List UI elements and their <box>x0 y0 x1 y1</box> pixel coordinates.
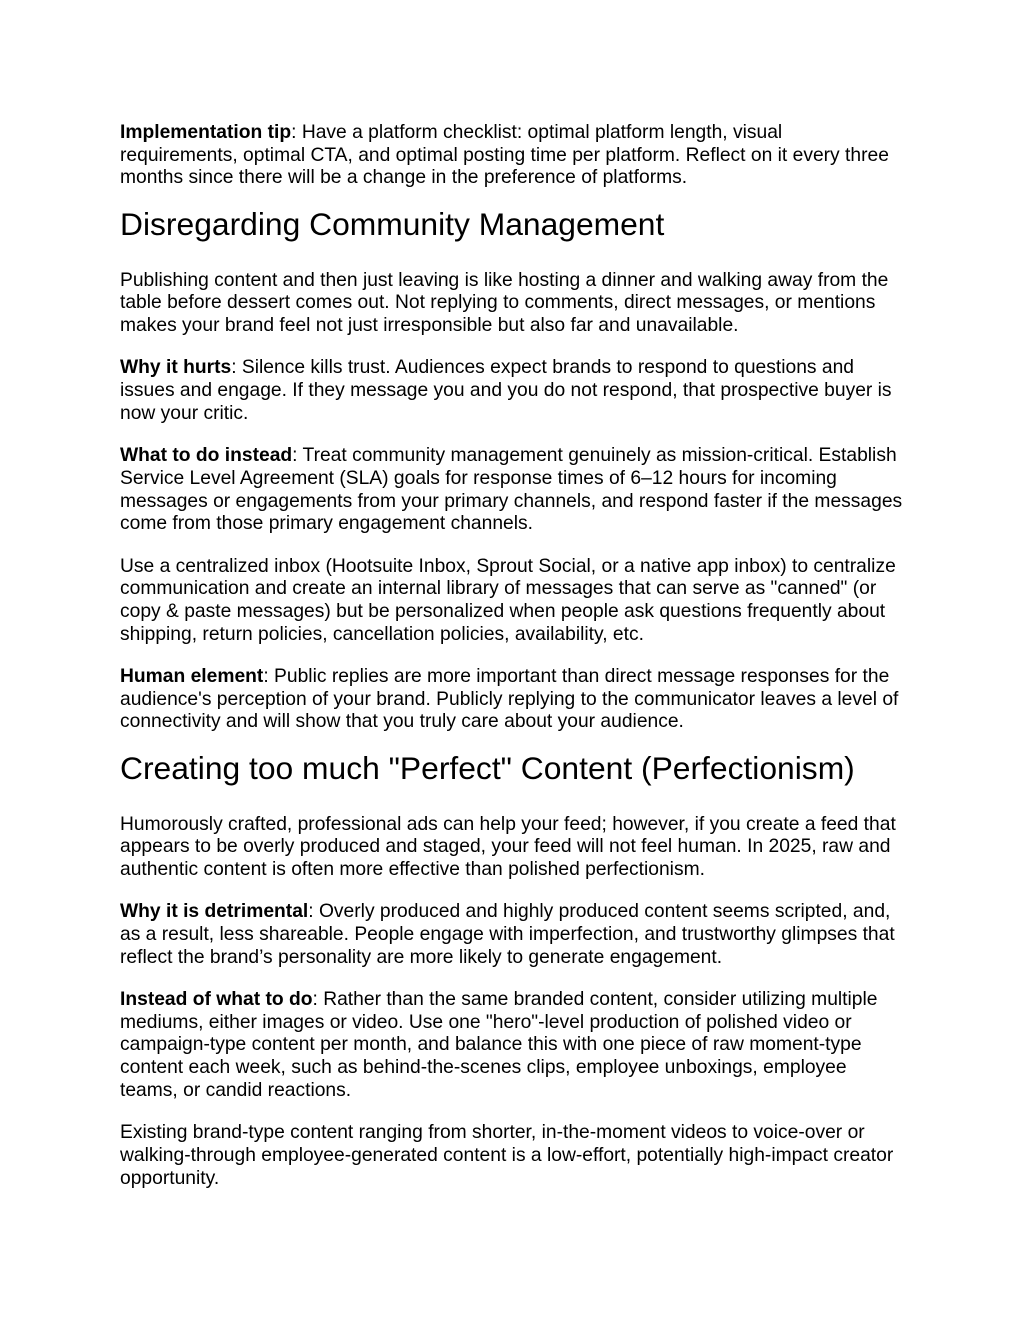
paragraph <box>120 357 905 425</box>
paragraph <box>120 556 905 647</box>
paragraph <box>120 445 905 536</box>
document-content <box>120 122 905 1190</box>
text-run: Use a centralized inbox (Hootsuite Inbox, Sprout Social, or a native app inbox) to centralize communication and create an internal library of messages that can serve as "canned" (or copy & paste messages) but be personalized when people ask questions frequently about shipping, return policies, cancellation policies, availability, etc. <box>120 555 896 645</box>
text-run-bold: Human element <box>120 665 264 687</box>
text-run-bold: Implementation tip <box>120 122 292 143</box>
section-heading <box>120 206 905 243</box>
text-run: : Have a platform checklist: optimal platform length, visual requirements, optimal CTA, and optimal posting time per platform. Reflect on it every three months since there will be a change in the preference of platforms. <box>120 122 889 189</box>
text-run-bold: Why it is detrimental <box>120 901 309 923</box>
text-run-bold: Instead of what to do <box>120 989 313 1011</box>
text-run: Humorously crafted, professional ads can help your feed; however, if you create a feed that appears to be overly produced and staged, your feed will not feel human. In 2025, raw and authentic content is often more effective than polished perfectionism. <box>120 813 896 881</box>
text-run: Creating too much "Perfect" Content (Perfectionism) <box>120 750 855 787</box>
text-run: : Treat community management genuinely as mission-critical. Establish Service Level Agreement (SLA) goals for response times of 6–12 hours for incoming messages or engagements from your primary channels, and respond faster if the messages come from those primary engagement channels. <box>120 445 903 535</box>
section-heading <box>120 750 905 787</box>
text-run-bold: Why it hurts <box>120 357 232 379</box>
text-run: : Silence kills trust. Audiences expect brands to respond to questions and issues and engage. If they message you and you do not respond, that prospective buyer is now your critic. <box>120 357 892 424</box>
text-run: Publishing content and then just leaving is like hosting a dinner and walking away from the table before dessert comes out. Not replying to comments, direct messages, or mentions makes your brand feel not just irresponsible but also far and unavailable. <box>120 269 889 337</box>
text-run: Disregarding Community Management <box>120 206 665 243</box>
paragraph <box>120 270 905 338</box>
paragraph <box>120 666 905 734</box>
text-run: : Public replies are more important than direct message responses for the audience's perception of your brand. Publicly replying to the communicator leaves a level of connectivity and will show that you truly care about your audience. <box>120 665 899 733</box>
paragraph <box>120 814 905 882</box>
text-run: Existing brand-type content ranging from shorter, in-the-moment videos to voice-over or walking-through employee-generated content is a low-effort, potentially high-impact creator opportunity. <box>120 1122 894 1189</box>
text-run: : Overly produced and highly produced content seems scripted, and, as a result, less shareable. People engage with imperfection, and trustworthy glimpses that reflect the brand’s personality are more likely to generate engagement. <box>120 901 895 968</box>
paragraph <box>120 901 905 969</box>
paragraph <box>120 989 905 1103</box>
paragraph <box>120 122 905 190</box>
text-run: : Rather than the same branded content, consider utilizing multiple mediums, either images or video. Use one "hero"-level production of polished video or campaign-type content per month, and balance this with one piece of raw moment-type content each week, such as behind-the-scenes clips, employee unboxings, employee teams, or candid reactions. <box>120 989 878 1101</box>
paragraph <box>120 1122 905 1190</box>
text-run-bold: What to do instead <box>120 445 293 467</box>
